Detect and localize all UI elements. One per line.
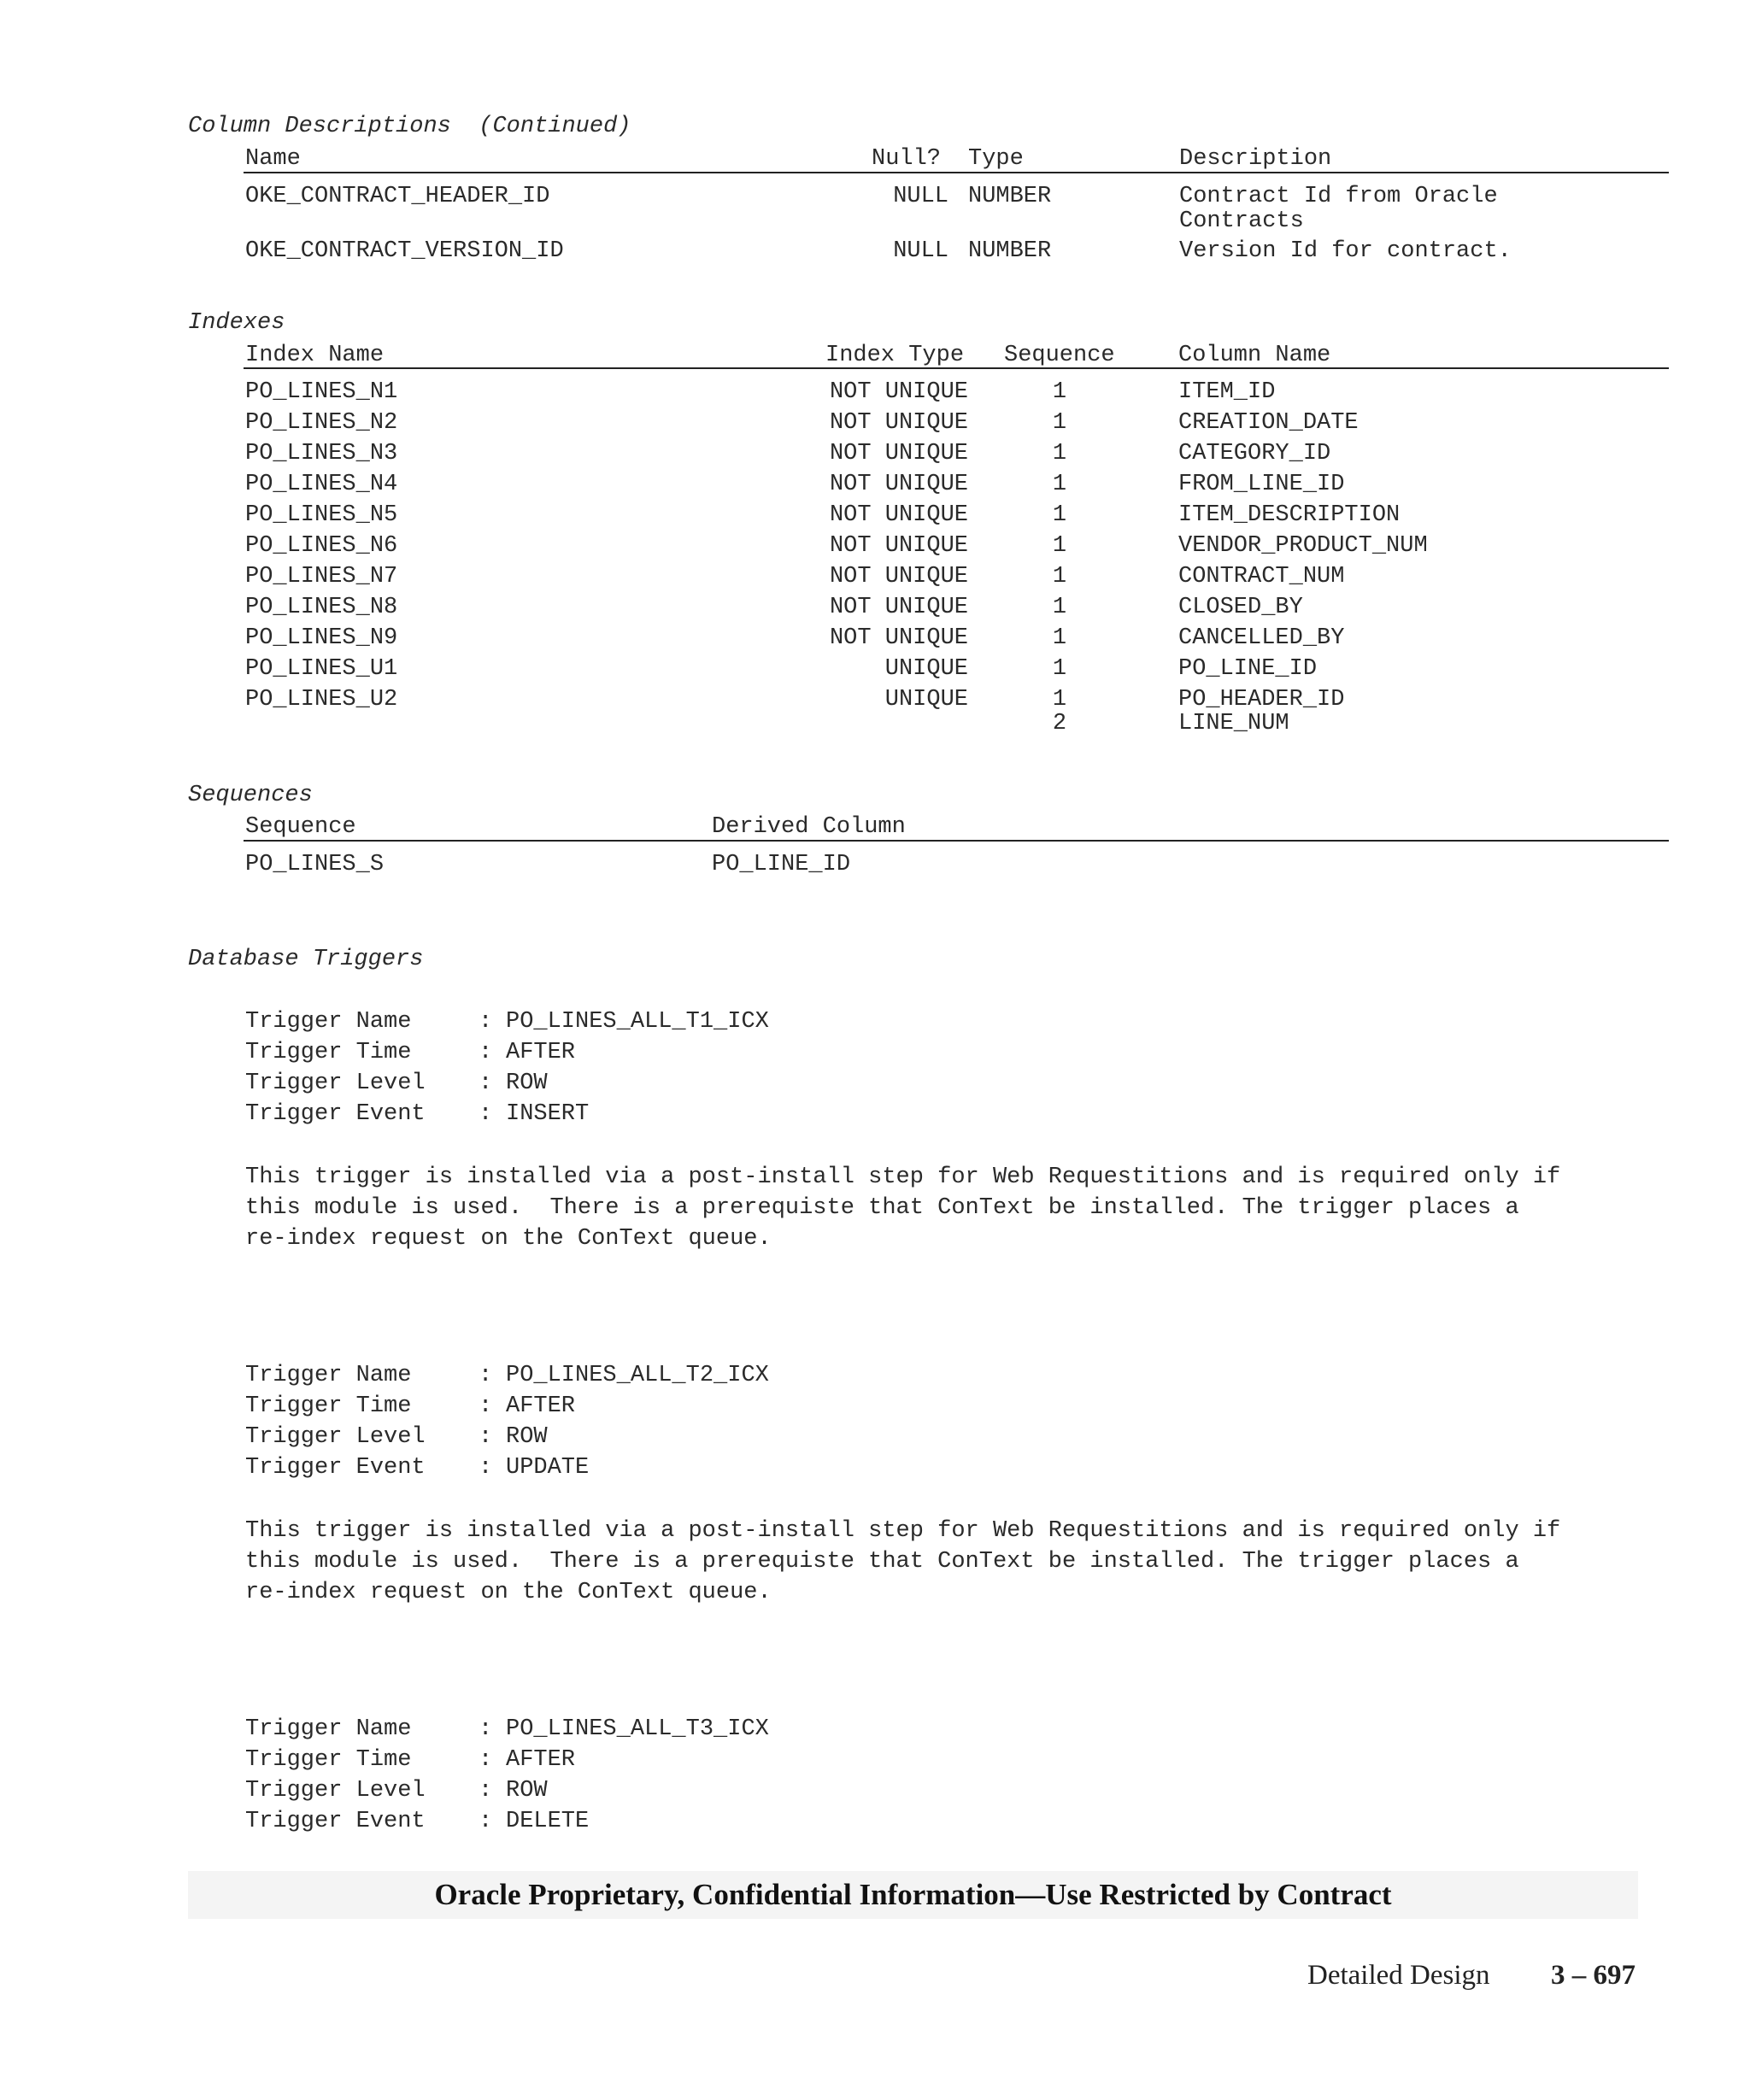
indexes-heading: Indexes <box>188 310 285 336</box>
column-null: NULL <box>893 238 948 264</box>
trigger-event-value: DELETE <box>506 1809 590 1834</box>
index-column-name: CREATION_DATE <box>1178 410 1359 436</box>
footer-section-title: Detailed Design <box>1307 1960 1490 1991</box>
trigger-event-label: Trigger Event <box>245 1455 426 1481</box>
trigger-separator: : <box>479 1809 493 1834</box>
trigger-time-label: Trigger Time <box>245 1747 412 1773</box>
trigger-time-value: AFTER <box>506 1393 576 1419</box>
trigger-level-value: ROW <box>506 1778 548 1804</box>
index-name: PO_LINES_N4 <box>245 472 398 497</box>
index-type: NOT UNIQUE <box>829 410 968 436</box>
confidential-banner <box>188 1871 1638 1919</box>
trigger-name-label: Trigger Name <box>245 1716 412 1742</box>
sequences-header-rule <box>244 840 1669 842</box>
index-column-name: CLOSED_BY <box>1178 595 1303 620</box>
index-sequence: 1 <box>1052 410 1067 436</box>
trigger-level-label: Trigger Level <box>245 1071 426 1096</box>
trigger-name-value: PO_LINES_ALL_T2_ICX <box>506 1363 769 1388</box>
index-type: NOT UNIQUE <box>829 441 968 466</box>
index-sequence: 1 <box>1052 687 1067 713</box>
column-description: Version Id for contract. <box>1179 238 1512 264</box>
column-type: NUMBER <box>968 238 1052 264</box>
trigger-level-value: ROW <box>506 1424 548 1450</box>
index-sequence: 1 <box>1052 625 1067 651</box>
idx-header-column: Column Name <box>1178 343 1331 368</box>
index-name: PO_LINES_N5 <box>245 502 398 528</box>
trigger-separator: : <box>479 1071 493 1096</box>
index-column-name: ITEM_ID <box>1178 379 1276 405</box>
trigger-description-line: this module is used. There is a prerequiste that ConText be installed. The trigger places a <box>245 1549 1519 1575</box>
confidential-banner-text: Oracle Proprietary, Confidential Information––Use Restricted by Contract <box>434 1878 1392 1911</box>
index-name: PO_LINES_N2 <box>245 410 398 436</box>
trigger-level-label: Trigger Level <box>245 1424 426 1450</box>
index-column-name: ITEM_DESCRIPTION <box>1178 502 1401 528</box>
index-type: NOT UNIQUE <box>829 379 968 405</box>
index-name: PO_LINES_N6 <box>245 533 398 559</box>
col-header-null: Null? <box>872 146 942 172</box>
index-type: NOT UNIQUE <box>829 564 968 590</box>
sequence-name: PO_LINES_S <box>245 852 385 877</box>
trigger-separator: : <box>479 1393 493 1419</box>
index-type: UNIQUE <box>884 687 968 713</box>
trigger-name-label: Trigger Name <box>245 1363 412 1388</box>
trigger-level-label: Trigger Level <box>245 1778 426 1804</box>
index-name: PO_LINES_N3 <box>245 441 398 466</box>
index-column-name: CATEGORY_ID <box>1178 441 1331 466</box>
index-column-name: CANCELLED_BY <box>1178 625 1345 651</box>
index-column-name: CONTRACT_NUM <box>1178 564 1345 590</box>
index-name: PO_LINES_N7 <box>245 564 398 590</box>
column-descriptions-heading: Column Descriptions (Continued) <box>188 114 631 139</box>
database-triggers-heading: Database Triggers <box>188 947 424 972</box>
trigger-separator: : <box>479 1747 493 1773</box>
column-descriptions-header-rule <box>244 172 1669 173</box>
index-column-name: FROM_LINE_ID <box>1178 472 1345 497</box>
column-null: NULL <box>893 184 948 209</box>
index-name: PO_LINES_U1 <box>245 656 398 682</box>
trigger-separator: : <box>479 1009 493 1035</box>
trigger-description-line: re-index request on the ConText queue. <box>245 1580 772 1605</box>
index-column-name: PO_HEADER_ID <box>1178 687 1345 713</box>
trigger-separator: : <box>479 1455 493 1481</box>
index-column-name: LINE_NUM <box>1178 711 1289 736</box>
col-header-name: Name <box>245 146 301 172</box>
indexes-header-rule <box>244 367 1669 369</box>
column-type: NUMBER <box>968 184 1052 209</box>
trigger-separator: : <box>479 1424 493 1450</box>
index-sequence: 1 <box>1052 533 1067 559</box>
trigger-separator: : <box>479 1040 493 1065</box>
trigger-description-line: this module is used. There is a prerequiste that ConText be installed. The trigger places a <box>245 1195 1519 1221</box>
trigger-event-value: INSERT <box>506 1101 590 1127</box>
trigger-event-label: Trigger Event <box>245 1101 426 1127</box>
index-type: NOT UNIQUE <box>829 625 968 651</box>
seq-header-sequence: Sequence <box>245 814 356 840</box>
index-sequence: 1 <box>1052 472 1067 497</box>
trigger-name-value: PO_LINES_ALL_T1_ICX <box>506 1009 769 1035</box>
trigger-separator: : <box>479 1363 493 1388</box>
trigger-name-label: Trigger Name <box>245 1009 412 1035</box>
index-sequence: 1 <box>1052 502 1067 528</box>
index-column-name: PO_LINE_ID <box>1178 656 1318 682</box>
trigger-separator: : <box>479 1101 493 1127</box>
seq-header-derived-column: Derived Column <box>712 814 906 840</box>
index-type: NOT UNIQUE <box>829 595 968 620</box>
index-name: PO_LINES_N8 <box>245 595 398 620</box>
index-sequence: 1 <box>1052 595 1067 620</box>
trigger-event-label: Trigger Event <box>245 1809 426 1834</box>
trigger-event-value: UPDATE <box>506 1455 590 1481</box>
index-type: UNIQUE <box>884 656 968 682</box>
footer-page-number: 3 – 697 <box>1551 1960 1635 1991</box>
trigger-time-value: AFTER <box>506 1040 576 1065</box>
index-type: NOT UNIQUE <box>829 502 968 528</box>
index-column-name: VENDOR_PRODUCT_NUM <box>1178 533 1428 559</box>
trigger-description-line: This trigger is installed via a post-install step for Web Requestitions and is required only if <box>245 1518 1561 1544</box>
index-sequence: 1 <box>1052 379 1067 405</box>
idx-header-type: Index Type <box>825 343 965 368</box>
column-description-cont: Contracts <box>1179 208 1304 234</box>
trigger-level-value: ROW <box>506 1071 548 1096</box>
index-sequence: 1 <box>1052 656 1067 682</box>
column-name: OKE_CONTRACT_HEADER_ID <box>245 184 550 209</box>
trigger-description-line: This trigger is installed via a post-install step for Web Requestitions and is required only if <box>245 1164 1561 1190</box>
column-description: Contract Id from Oracle <box>1179 184 1498 209</box>
index-name: PO_LINES_U2 <box>245 687 398 713</box>
index-type: NOT UNIQUE <box>829 533 968 559</box>
index-sequence: 1 <box>1052 564 1067 590</box>
trigger-separator: : <box>479 1716 493 1742</box>
trigger-description-line: re-index request on the ConText queue. <box>245 1226 772 1252</box>
sequence-derived-column: PO_LINE_ID <box>712 852 851 877</box>
index-type: NOT UNIQUE <box>829 472 968 497</box>
idx-header-sequence: Sequence <box>1004 343 1115 368</box>
trigger-name-value: PO_LINES_ALL_T3_ICX <box>506 1716 769 1742</box>
col-header-description: Description <box>1179 146 1332 172</box>
sequences-heading: Sequences <box>188 783 313 808</box>
column-name: OKE_CONTRACT_VERSION_ID <box>245 238 564 264</box>
trigger-time-value: AFTER <box>506 1747 576 1773</box>
index-name: PO_LINES_N1 <box>245 379 398 405</box>
trigger-separator: : <box>479 1778 493 1804</box>
idx-header-name: Index Name <box>245 343 385 368</box>
index-name: PO_LINES_N9 <box>245 625 398 651</box>
col-header-type: Type <box>968 146 1024 172</box>
index-sequence: 2 <box>1052 711 1067 736</box>
index-sequence: 1 <box>1052 441 1067 466</box>
trigger-time-label: Trigger Time <box>245 1040 412 1065</box>
trigger-time-label: Trigger Time <box>245 1393 412 1419</box>
